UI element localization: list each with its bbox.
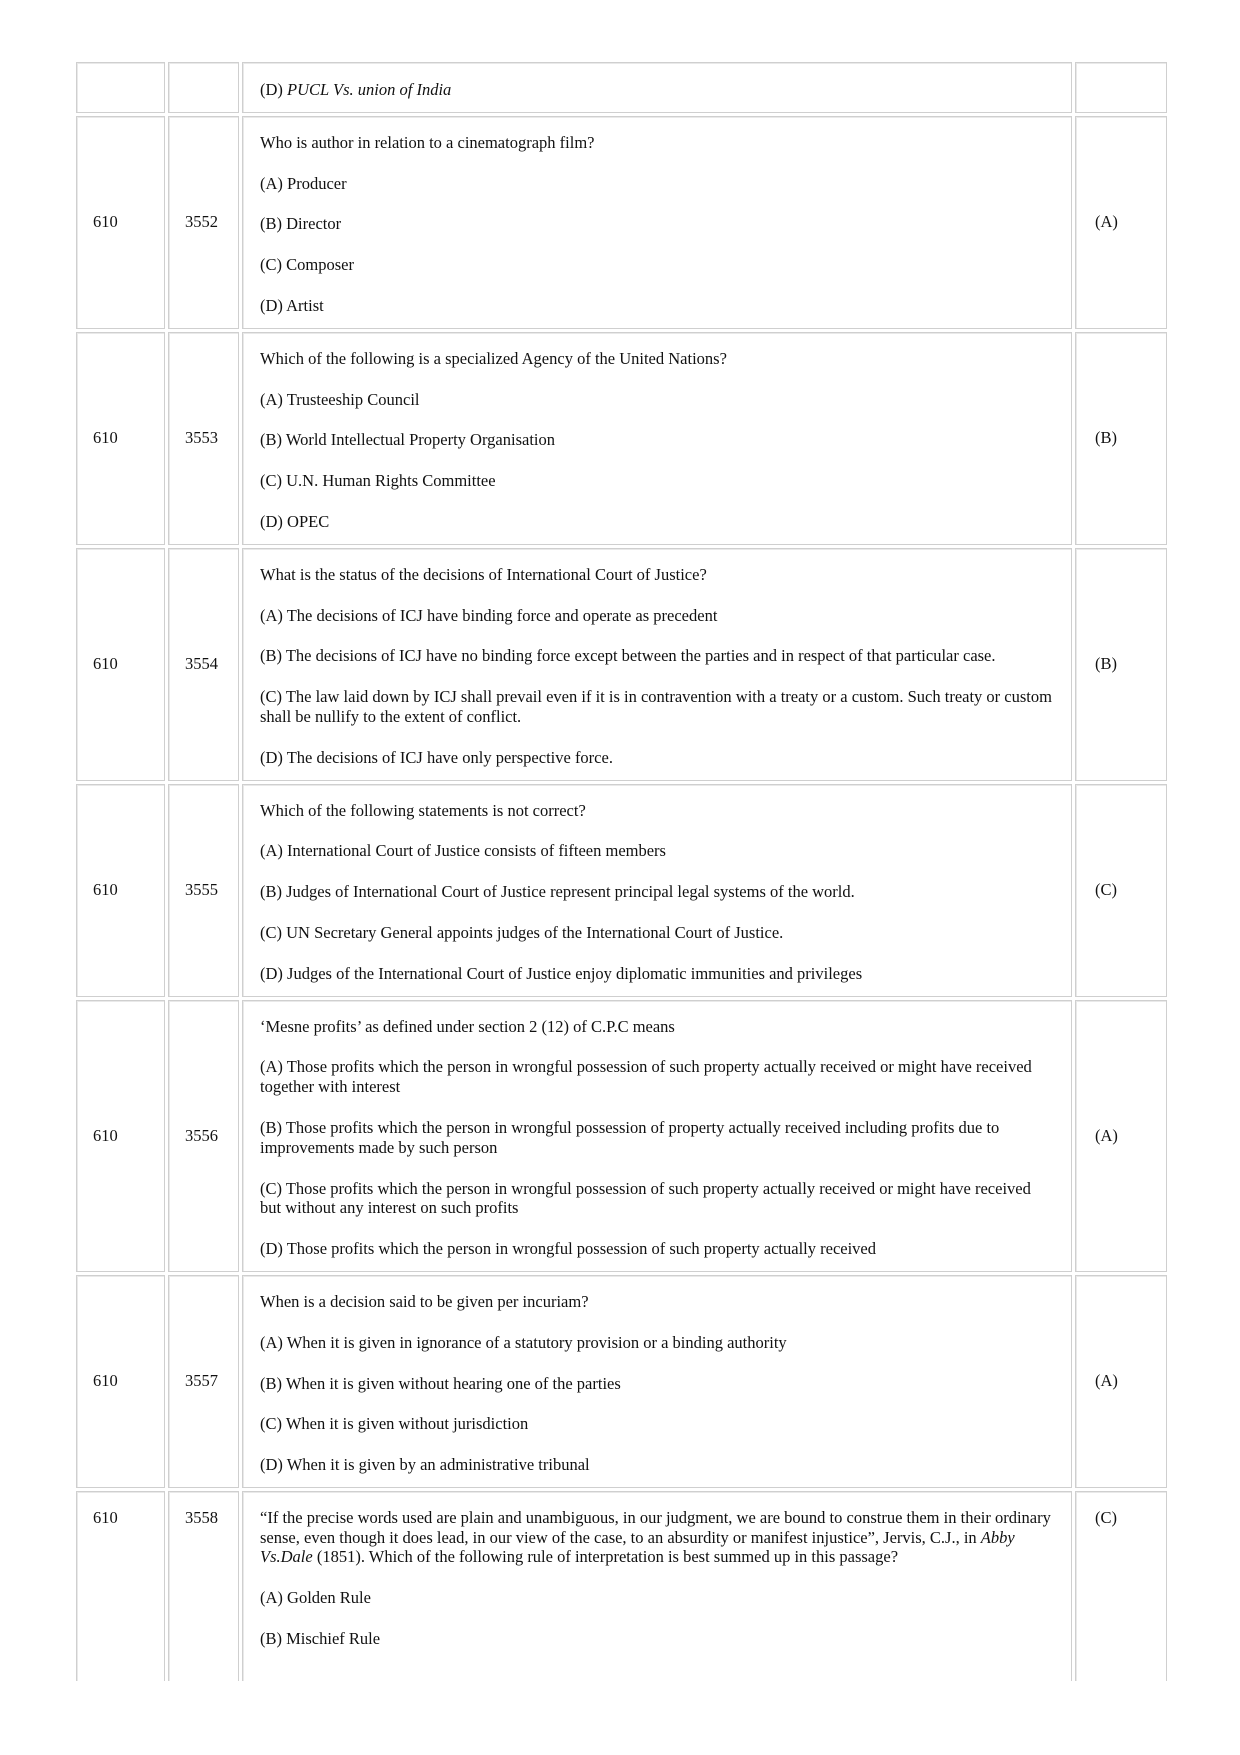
table-row (76, 784, 1167, 997)
answer-cell: (B) (1075, 548, 1167, 781)
paper-code-cell: 610 (76, 548, 165, 781)
option-d: (D) The decisions of ICJ have only perspective force. (260, 747, 613, 767)
answer-cell: (A) (1075, 1000, 1167, 1272)
answer-cell (1075, 62, 1167, 113)
question-cell (242, 784, 1072, 997)
option-d: (D) When it is given by an administrative tribunal (260, 1455, 590, 1475)
option-d: (D) PUCL Vs. union of India (260, 80, 452, 99)
question-number-cell: 3552 (168, 116, 239, 329)
option-d: (D) Judges of the International Court of Justice enjoy diplomatic immunities and privileges (260, 963, 863, 983)
option-a: (A) Those profits which the person in wrongful possession of such property actually received or might have received together with interest (260, 1057, 1032, 1097)
table-row (76, 1491, 1167, 1681)
option-d: (D) Artist (260, 295, 324, 315)
option-a: (A) Producer (260, 173, 347, 193)
case-name: PUCL Vs. union of India (287, 80, 452, 99)
answer-cell: (A) (1075, 1275, 1167, 1488)
table-row (76, 116, 1167, 329)
option-b: (B) World Intellectual Property Organisation (260, 430, 555, 450)
table-row (76, 62, 1167, 113)
option-b: (B) Mischief Rule (260, 1629, 381, 1649)
question-text: ‘Mesne profits’ as defined under section 2 (12) of C.P.C means (260, 1016, 675, 1036)
question-number-cell: 3555 (168, 784, 239, 997)
question-number-cell: 3554 (168, 548, 239, 781)
question-text: Which of the following statements is not correct? (260, 800, 586, 820)
option-b: (B) When it is given without hearing one of the parties (260, 1373, 621, 1393)
question-cell (242, 332, 1072, 545)
option-c: (C) The law laid down by ICJ shall prevail even if it is in contravention with a treaty or a custom. Such treaty or custom shall be nullify to the extent of conflict. (260, 687, 1052, 726)
question-text: Who is author in relation to a cinematograph film? (260, 132, 595, 152)
question-number-cell (168, 62, 239, 113)
option-b: (B) Those profits which the person in wrongful possession of property actually received including profits due to improvements made by such person (260, 1117, 1000, 1157)
question-text: What is the status of the decisions of International Court of Justice? (260, 564, 707, 584)
option-a: (A) International Court of Justice consists of fifteen members (260, 841, 666, 861)
option-b: (B) Director (260, 214, 342, 234)
question-sheet (73, 59, 1170, 1684)
paper-code-cell: 610 (76, 1000, 165, 1272)
paper-code-cell: 610 (76, 1491, 165, 1681)
option-d: (D) OPEC (260, 511, 330, 531)
answer-cell: (A) (1075, 116, 1167, 329)
paper-code-cell (76, 62, 165, 113)
question-cell (242, 548, 1072, 781)
question-text: “If the precise words used are plain and unambiguous, in our judgment, we are bound to construe them in their ordinary sense, even though it does lead, in our view of the case, to an absurdity or manifest injustice”, Jervis, C.J., in Abby Vs.Dale (1851). Which of the following rule of interpretation is best summed up in this passage? (260, 1507, 1051, 1567)
option-d: (D) Those profits which the person in wrongful possession of such property actually received (260, 1239, 877, 1259)
question-number-cell: 3556 (168, 1000, 239, 1272)
question-number-cell: 3553 (168, 332, 239, 545)
answer-cell: (B) (1075, 332, 1167, 545)
table-row (76, 1000, 1167, 1272)
option-c: (C) Composer (260, 255, 354, 275)
answer-cell: (C) (1075, 1491, 1167, 1681)
question-number-cell: 3558 (168, 1491, 239, 1681)
question-table (73, 59, 1170, 1684)
case-name: Abby Vs.Dale (260, 1527, 1015, 1567)
question-cell (242, 1000, 1072, 1272)
table-row (76, 332, 1167, 545)
question-cell (242, 1275, 1072, 1488)
paper-code-cell: 610 (76, 784, 165, 997)
answer-cell: (C) (1075, 784, 1167, 997)
option-a: (A) The decisions of ICJ have binding force and operate as precedent (260, 605, 718, 625)
option-c: (C) Those profits which the person in wrongful possession of such property actually received or might have received but without any interest on such profits (260, 1178, 1031, 1218)
option-c: (C) When it is given without jurisdiction (260, 1414, 529, 1434)
option-a: (A) When it is given in ignorance of a statutory provision or a binding authority (260, 1332, 787, 1352)
question-cell (242, 62, 1072, 113)
option-b: (B) The decisions of ICJ have no binding force except between the parties and in respect of that particular case. (260, 646, 996, 666)
question-text: When is a decision said to be given per incuriam? (260, 1291, 589, 1311)
question-number-cell: 3557 (168, 1275, 239, 1488)
question-text: Which of the following is a specialized Agency of the United Nations? (260, 348, 727, 368)
option-b: (B) Judges of International Court of Justice represent principal legal systems of the world. (260, 882, 855, 902)
option-c: (C) UN Secretary General appoints judges of the International Court of Justice. (260, 922, 784, 942)
table-row (76, 548, 1167, 781)
paper-code-cell: 610 (76, 116, 165, 329)
paper-code-cell: 610 (76, 332, 165, 545)
option-a: (A) Trusteeship Council (260, 389, 420, 409)
paper-code-cell: 610 (76, 1275, 165, 1488)
option-c: (C) U.N. Human Rights Committee (260, 471, 496, 491)
table-row (76, 1275, 1167, 1488)
option-a: (A) Golden Rule (260, 1588, 371, 1608)
question-cell (242, 1491, 1072, 1681)
question-cell (242, 116, 1072, 329)
